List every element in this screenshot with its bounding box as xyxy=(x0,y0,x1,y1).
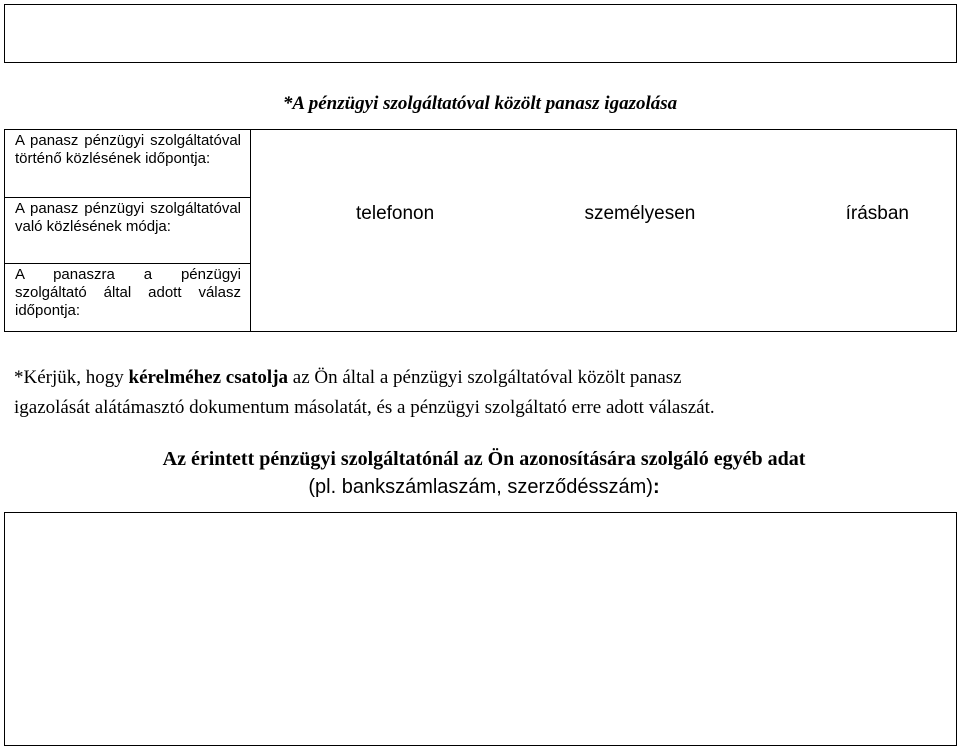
note-line-2: igazolását alátámasztó dokumentum másolatát, és a pénzügyi szolgáltató erre adott válaszát. xyxy=(14,397,715,418)
identifier-input-box[interactable] xyxy=(4,512,957,746)
identifier-subheading xyxy=(0,475,960,499)
top-input-box[interactable] xyxy=(4,4,957,63)
note-line-1 xyxy=(14,363,954,393)
complaint-method-label: A panasz pénzügyi szolgáltatóval való közlésének módja: xyxy=(15,200,241,235)
attachment-note xyxy=(14,363,954,423)
section-title: *A pénzügyi szolgáltatóval közölt panasz igazolása xyxy=(282,93,678,114)
identifier-heading: Az érintett pénzügyi szolgáltatónál az Ön azonosítására szolgáló egyéb adat xyxy=(162,448,806,470)
reply-date-label: A panaszra a pénzügyi szolgáltató által adott válasz időpontja: xyxy=(15,266,241,319)
option-in-writing[interactable]: írásban xyxy=(845,203,909,224)
note-prefix: *Kérjük, hogy xyxy=(14,367,129,388)
contact-method-options xyxy=(356,203,909,225)
option-in-person[interactable]: személyesen xyxy=(584,203,696,224)
identifier-example: (pl. bankszámlaszám, szerződésszám) xyxy=(308,476,653,498)
option-telephone[interactable]: telefonon xyxy=(356,203,435,224)
complaint-details-cell[interactable] xyxy=(251,130,957,332)
complaint-date-label: A panasz pénzügyi szolgáltatóval történő közlésének időpontja: xyxy=(15,132,241,167)
note-emphasis: kérelméhez csatolja xyxy=(128,367,289,388)
complaint-info-table xyxy=(4,129,957,332)
complaint-method-label-cell xyxy=(5,198,251,264)
identifier-colon: : xyxy=(652,476,660,498)
reply-date-label-cell xyxy=(5,264,251,332)
complaint-date-label-cell xyxy=(5,130,251,198)
note-line-1-rest: az Ön által a pénzügyi szolgáltatóval közölt panasz xyxy=(288,367,682,388)
